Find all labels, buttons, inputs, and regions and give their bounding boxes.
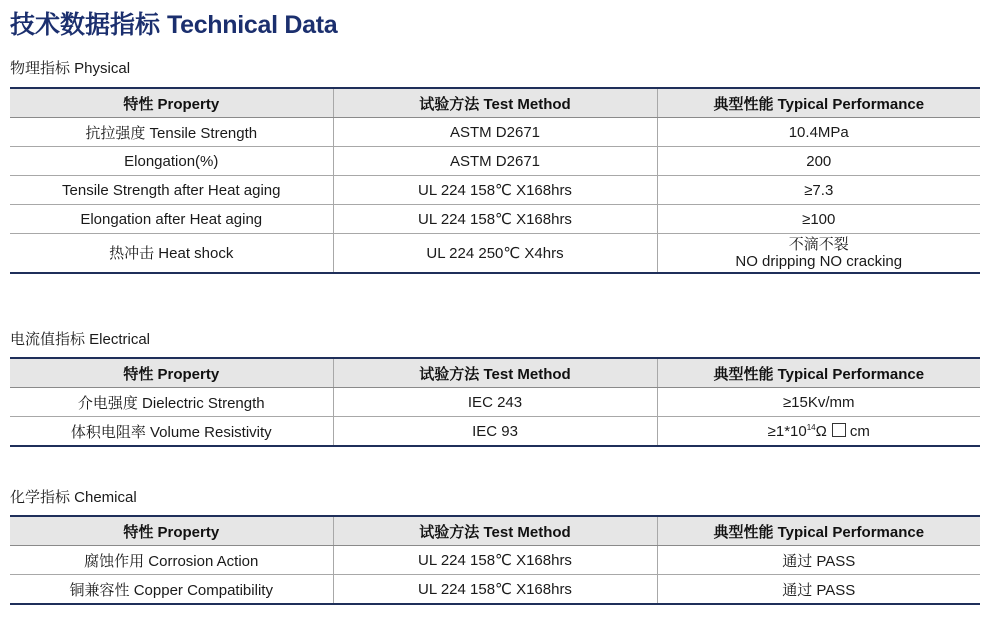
table-row bbox=[10, 205, 980, 234]
missing-glyph-box-icon bbox=[832, 423, 846, 437]
performance-cell: 通过 PASS bbox=[657, 546, 980, 575]
performance-cell bbox=[657, 417, 980, 447]
performance-cell: 10.4MPa bbox=[657, 118, 980, 147]
physical-table bbox=[10, 87, 980, 274]
test-method-cell: UL 224 158℃ X168hrs bbox=[333, 546, 657, 575]
electrical-table bbox=[10, 357, 980, 447]
test-method-cell: ASTM D2671 bbox=[333, 118, 657, 147]
table-row bbox=[10, 147, 980, 176]
section-label-chemical: 化学指标 Chemical bbox=[10, 489, 137, 506]
table-row bbox=[10, 417, 980, 447]
table-row bbox=[10, 176, 980, 205]
performance-cell: 200 bbox=[657, 147, 980, 176]
performance-line-cn: 不滴不裂 bbox=[788, 236, 849, 253]
property-cell: Elongation(%) bbox=[10, 147, 333, 176]
property-cell: Tensile Strength after Heat aging bbox=[10, 176, 333, 205]
property-cell: 铜兼容性 Copper Compatibility bbox=[10, 575, 333, 605]
property-cell: 介电强度 Dielectric Strength bbox=[10, 388, 333, 417]
section-label-physical: 物理指标 Physical bbox=[10, 60, 131, 77]
property-cell: 腐蚀作用 Corrosion Action bbox=[10, 546, 333, 575]
test-method-cell: UL 224 250℃ X4hrs bbox=[333, 234, 657, 274]
header-test-method: 试验方法 Test Method bbox=[333, 358, 657, 388]
property-cell: Elongation after Heat aging bbox=[10, 205, 333, 234]
property-cell: 抗拉强度 Tensile Strength bbox=[10, 118, 333, 147]
test-method-cell: UL 224 158℃ X168hrs bbox=[333, 575, 657, 605]
performance-cell: 通过 PASS bbox=[657, 575, 980, 605]
table-row bbox=[10, 388, 980, 417]
table-header-row bbox=[10, 516, 980, 546]
resistivity-exponent: 14 bbox=[806, 422, 816, 432]
performance-line-en: NO dripping NO cracking bbox=[735, 253, 903, 270]
performance-cell: ≥15Kv/mm bbox=[657, 388, 980, 417]
section-label-electrical: 电流值指标 Electrical bbox=[10, 331, 151, 348]
test-method-cell: ASTM D2671 bbox=[333, 147, 657, 176]
resistivity-base: ≥1*10 bbox=[767, 422, 807, 440]
table-row bbox=[10, 546, 980, 575]
page-title bbox=[10, 8, 337, 42]
header-typical-performance: 典型性能 Typical Performance bbox=[657, 88, 980, 118]
ohm-symbol: Ω bbox=[815, 422, 827, 440]
table-header-row bbox=[10, 358, 980, 388]
chemical-table bbox=[10, 515, 980, 605]
test-method-cell: UL 224 158℃ X168hrs bbox=[333, 176, 657, 205]
test-method-cell: UL 224 158℃ X168hrs bbox=[333, 205, 657, 234]
header-property: 特性 Property bbox=[10, 516, 333, 546]
header-typical-performance: 典型性能 Typical Performance bbox=[657, 358, 980, 388]
resistivity-unit-cm: cm bbox=[849, 422, 870, 440]
performance-cell: ≥100 bbox=[657, 205, 980, 234]
test-method-cell: IEC 93 bbox=[333, 417, 657, 447]
property-cell: 热冲击 Heat shock bbox=[10, 234, 333, 274]
header-property: 特性 Property bbox=[10, 358, 333, 388]
performance-cell bbox=[657, 234, 980, 274]
page-title-cn: 技术数据指标 bbox=[10, 11, 161, 39]
table-row bbox=[10, 118, 980, 147]
performance-cell: ≥7.3 bbox=[657, 176, 980, 205]
header-test-method: 试验方法 Test Method bbox=[333, 516, 657, 546]
page-title-en: Technical Data bbox=[166, 11, 338, 39]
table-row bbox=[10, 575, 980, 605]
header-typical-performance: 典型性能 Typical Performance bbox=[657, 516, 980, 546]
property-cell: 体积电阻率 Volume Resistivity bbox=[10, 417, 333, 447]
header-property: 特性 Property bbox=[10, 88, 333, 118]
table-row bbox=[10, 234, 980, 274]
header-test-method: 试验方法 Test Method bbox=[333, 88, 657, 118]
test-method-cell: IEC 243 bbox=[333, 388, 657, 417]
table-header-row bbox=[10, 88, 980, 118]
